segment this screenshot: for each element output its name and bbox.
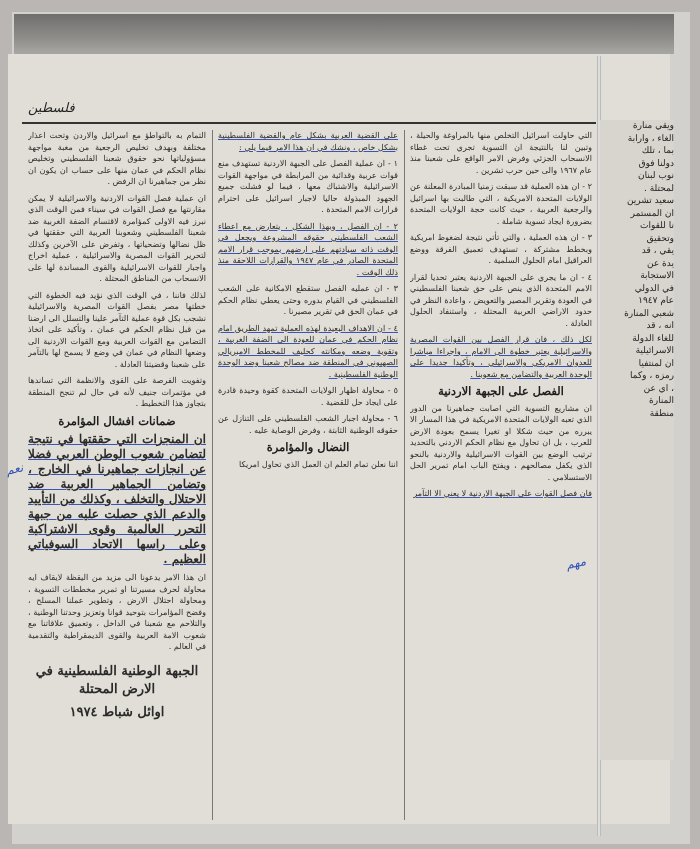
handwritten-annotation: نعم bbox=[4, 460, 25, 478]
closing-signature bbox=[28, 663, 206, 719]
underlined-line: فان فصل القوات على الجبهة الاردنية لا يعني الا التآمر bbox=[413, 488, 592, 498]
closing-title: الجبهة الوطنية الفلسطينية في الارض المحتلة bbox=[35, 663, 199, 697]
edge-line: للغاء الدولة bbox=[632, 333, 674, 344]
column-separator bbox=[212, 130, 213, 820]
edge-line: لمحتلة . bbox=[644, 183, 674, 194]
edge-line: نوب لبنان bbox=[637, 171, 674, 181]
edge-line: يدة عن bbox=[646, 258, 674, 269]
point-2: ٢ - ان الفصل ، وبهذا الشكل ، يتعارض مع اعطاء الشعب الفلسطيني حقوقه المشروعة ويجعل في الوقت ذاته سيادتهم على ارضهم بموجب قرار الامم المتحدة الصادر في عام ١٩٤٧ والقرارات اللاحقة منذ ذلك الوقت . bbox=[218, 220, 398, 277]
point-6: ٦ - محاولة اجبار الشعب الفلسطيني على التنازل عن حقوقه الوطنية الثابتة ، وفرض الوصاية عليه . bbox=[218, 413, 398, 435]
header-rule bbox=[22, 122, 596, 124]
paragraph: ان عملية فصل القوات الاردنية والاسرائيلية لا يمكن مقارنتها مع فصل القوات في سيناء فمن الوقت الذي نبرز فيه الاولى كمؤامرة لاقتسام الضفة الغربية ضد شعبنا الفلسطيني وشعوبنا العربية التي حققتها في ظل نضالها وتضحياتها ، وتفرض على الآخرين وكذلك لتحرير القوات المصرية والاسرائيلية ، عملية اخراج واجبار للقوات الاسرائيلية والقوى المساندة لها على الانسحاب من المناطق المحتلة . bbox=[28, 192, 206, 283]
edge-line: نا للقوات bbox=[639, 221, 674, 231]
edge-line: انه ، قد bbox=[646, 321, 674, 331]
edge-line: الغاء ، وارابة bbox=[627, 133, 674, 144]
column-right bbox=[410, 130, 592, 820]
scan-top-strip bbox=[14, 14, 674, 54]
edge-line: رمزه ، وكما bbox=[629, 371, 674, 381]
edge-line: بما ، تلك bbox=[641, 146, 674, 156]
edge-line: ان المستمر bbox=[630, 208, 674, 219]
point-1: ١ - ان عملية الفصل على الجبهة الاردنية تستهدف منع قوات عربية وقدائية من المرابطة في مواجهة القوات الاسرائيلية والاشتباك معها ، فيما لو فشلت جميع الجهود المبذولة حاليا لاجبار اسرائيل على احترام قرارات الامم المتحدة . bbox=[218, 158, 398, 214]
paragraph: التمام به بالتواطؤ مع اسرائيل والاردن وتحت اعذار مختلفة وبهدف تخليص الرجعية من مغبة مواجهة مسؤولياتها نحو حقوق شعبنا الفلسطيني وتخليص نظام الحكم في عمان منها على حساب ان يكون ان نظر من جماهيرنا ان الرفض . bbox=[28, 130, 206, 186]
handwritten-annotation: مهم bbox=[564, 554, 588, 572]
point-5: ٥ - محاولة اظهار الولايات المتحدة كقوة وحيدة قادرة على ايجاد حل للقضية . bbox=[218, 385, 398, 407]
underlined-paragraph: ان المنجزات التي حققتها في نتيجة لتضامن شعوب الوطن العربي فضلا عن انجازات جماهيرنا في الخارج ، وتضامن الجماهير العربية ضد الاحتلال والتخلف ، وكذلك من التأييد والدعم الذي حصلت عليه من جبهة التحرر العالمية وقوى الاشتراكية وعلى راسها الاتحاد السوفياتي العظيم . bbox=[28, 432, 206, 566]
adjacent-page-edge bbox=[600, 120, 674, 760]
paragraph: التي حاولت اسرائيل التخلص منها بالمراوغة والحيلة ، وتبين لنا بالنتيجة ان التسوية تجري تحت غطاء الانسحاب الجزئي وفرض الامر الواقع على شعبنا منذ عام ١٩٦٧ والى حين حرب تشرين . bbox=[410, 130, 592, 175]
edge-line: ان لمنتفيا bbox=[638, 358, 674, 369]
paragraph: اننا نعلن تمام العلم ان العمل الذي تحاول امريكا bbox=[239, 458, 398, 469]
column-middle bbox=[218, 130, 398, 820]
paragraph: ان مشاريع التسوية التي اصابت جماهيرنا من الدور الذي تعبه الولايات المتحدة الامريكية في هذا المسار الا يبرره من حيث شكلا او تغيرا يسمح بعودة الارض للعرب ، بل ان تحاول مع نظام الحكم الاردني بالتحديد ترتيب الوضع بين القوات الاسرائيلية والاردنية بالنحو الذي يكفل مصالحهم ، ويفتح الباب امام تمرير الحل الاستسلامي . bbox=[410, 402, 592, 482]
heading-conspiracy: ضمانات افشال المؤامرة bbox=[58, 413, 176, 428]
masthead: فلسطين bbox=[28, 101, 75, 116]
edge-line: ، اي عن bbox=[643, 383, 674, 394]
paragraph: ٤ - ان ما يجري على الجبهة الاردنية يعتبر تحديا لقرار الامم المتحدة الذي ينص على حق شعبنا الفلسطيني في العودة وتقرير المصير والتعويض ، واعادة النظر في حدود الاراضي العربية المحتلة ، واستنفاد الحلول العادلة . bbox=[410, 271, 592, 328]
paragraph: ٣ - ان هذه العملية ، والتي تأتي نتيجة لضغوط امريكية وبخطط مشتركة ، تستهدف تعميق الفرقة ووضع العراقيل امام الحلول السلمية . bbox=[410, 232, 592, 265]
edge-line: منطقة bbox=[649, 408, 674, 419]
edge-line: يقي ، قد bbox=[641, 246, 674, 256]
column-left bbox=[28, 130, 206, 820]
edge-line: الاسرائيلية bbox=[635, 346, 674, 356]
underlined-paragraph: لكل ذلك ، فان قرار الفصل بين القوات المصرية والاسرائيلية يعتبر خطوة الى الامام ، واجراءا مباشرا للعدوان الامريكي والاسرائيلي ، وتأكيدا جديدا على الوحدة العربية والتضامن مع شعوبنا . bbox=[410, 334, 592, 379]
edge-line: عام ١٩٤٧ bbox=[638, 296, 674, 306]
edge-line: سعيد تشرين bbox=[626, 196, 674, 206]
paragraph: لذلك فاننا ، في الوقت الذي نؤيد فيه الخطوة التي خطتها مصر بفصل القوات المصرية والاسرائيلية نشجب بكل قوة عملية التآمر علينا والتسلل الى ارضنا من قبل نظام الحكم في عمان ، وتأكيد على اتخاذ التضامن مع القوات العربية ومع القوات الاردنية الى وضعها النظام في عمان في وضع لا يسمح لها بالتآمر على شعبنا وقضيتنا العادلة . bbox=[28, 289, 206, 369]
column-separator bbox=[404, 130, 405, 820]
intro-paragraph: على القضية العربية بشكل عام والقضية الفلسطينية بشكل خاص ، ونشك في ان هذا الامر فيما يلي : bbox=[218, 130, 398, 152]
paragraph: ٢ - ان هذه العملية قد سبقت زمنيا المبادرة المعلنة عن الولايات المتحدة الامريكية ، التي طالبت بها اسرائيل والرجعية العربية ، حيث كانت حجة الولايات المتحدة بضرورة ايجاد تسوية شاملة . bbox=[410, 181, 592, 226]
heading-struggle: النضال والمؤامرة bbox=[266, 440, 350, 454]
paragraph: وتفويت الفرصة على القوى والانظمة التي تساندها في مؤتمرات جنيف لأنه في حال لم تنجح المنطقة بتجاوز هذا التخطيط . bbox=[28, 375, 206, 408]
edge-line: الاستجابة bbox=[640, 271, 674, 281]
point-3: ٣ - ان عمليه الفصل ستقطع الامكانية على الشعب الفلسطيني في القيام بدوره وحتى يعطي نظام الحكم في عمان الحق في تقرير مصيرنا . bbox=[218, 283, 398, 316]
paragraph: ان هذا الامر يدعونا الى مزيد من اليقظة لايقاف ايه محاولة لحرف مسيرتنا او تمرير مخططات التسوية ، ومحاولة احتلال الارض ، وتطوير عملنا المسلح ، وفضح المؤامرات بتوحيد قوانا وتعزيز وحدتنا الوطنية ، والتلاحم مع شعبنا في الداخل ، وتعميق علاقاتنا مع شعوب الامة العربية والقوى الديمقراطية والتقدمية في العالم . bbox=[28, 572, 206, 651]
edge-line: وتحقيق bbox=[646, 233, 674, 244]
edge-line: في الدولي bbox=[634, 283, 674, 294]
edge-line: شعبي المنارة bbox=[624, 308, 674, 319]
point-4: ٤ - ان الاهداف البعيدة لهذه العملية تمهد الطريق امام نظام الحكم في عمان للعودة الى الضفة الغربية ، وتقوية وضعه ومكانته كحليف للمخطط الامبريالي الصهيوني في المنطقة ضد مصالح شعبنا وضد الوحدة الوطنية الفلسطينية . bbox=[218, 322, 398, 379]
edge-line: المنارة bbox=[649, 396, 674, 406]
edge-line: ويقي منارة bbox=[632, 121, 674, 131]
heading-jordan-front: الفصل على الجبهة الاردنية bbox=[438, 384, 564, 398]
edge-line: دولنا فوق bbox=[638, 158, 674, 169]
closing-date: اوائل شباط ١٩٧٤ bbox=[69, 704, 165, 720]
